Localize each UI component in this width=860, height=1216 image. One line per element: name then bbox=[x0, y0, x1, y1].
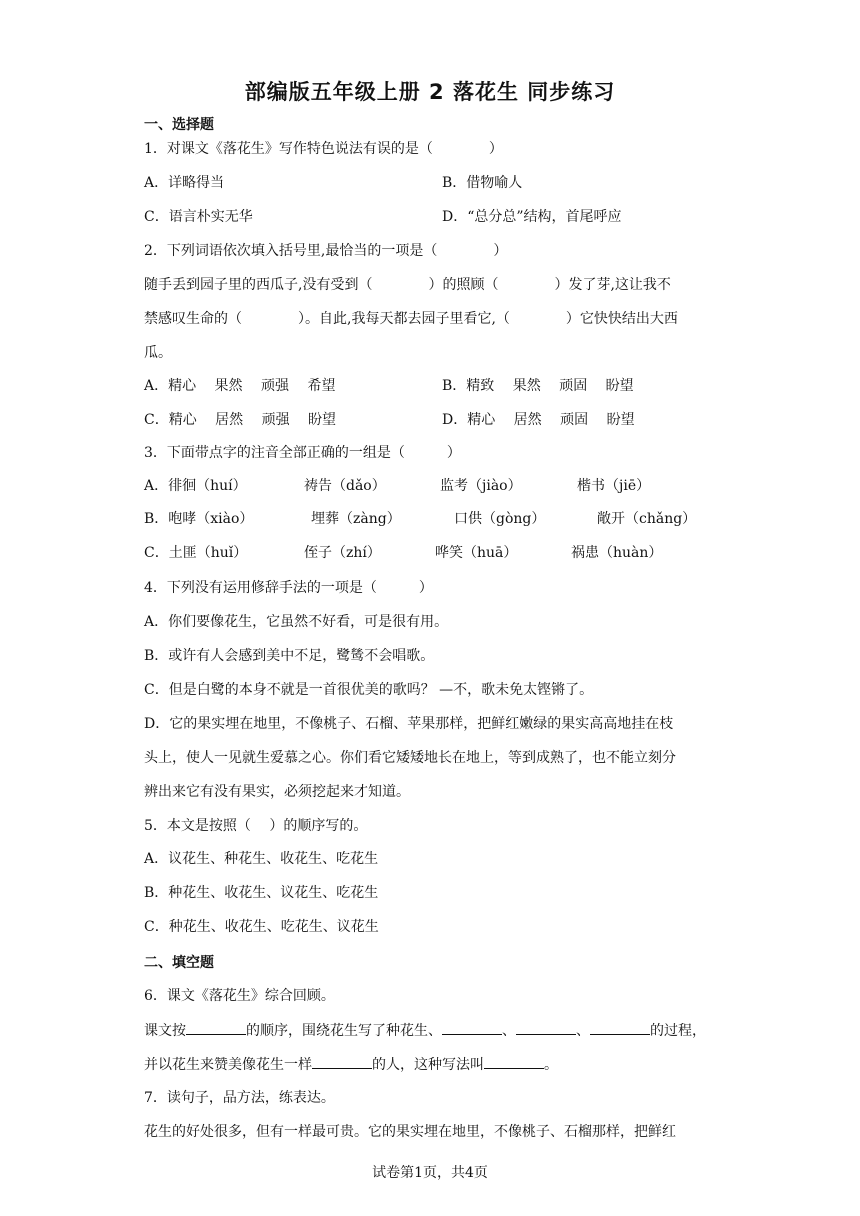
answer-blank[interactable] bbox=[590, 1020, 650, 1035]
q6-text: 、 bbox=[502, 1023, 516, 1039]
q2-passage-line-1: 随手丢到园子里的西瓜子,没有受到（ ）的照顾（ ）发了芽,这让我不 bbox=[144, 277, 671, 293]
q3-row-a-item-3: 监考（jiào） bbox=[440, 478, 522, 494]
q4-option-b: B．或许有人会感到美中不足，鹭鸶不会唱歌。 bbox=[144, 648, 435, 664]
q4-option-d-line-1: D．它的果实埋在地里，不像桃子、石榴、苹果那样，把鲜红嫩绿的果实高高地挂在枝 bbox=[144, 716, 674, 732]
question-2-stem: 2．下列词语依次填入括号里,最恰当的一项是（ ） bbox=[144, 243, 508, 259]
q6-text: 的顺序，围绕花生写了种花生、 bbox=[246, 1023, 442, 1039]
q3-row-b-item-3: 口供（gòng） bbox=[454, 511, 546, 527]
question-6-stem: 6．课文《落花生》综合回顾。 bbox=[144, 988, 335, 1004]
q3-row-c-item-2: 侄子（zhí） bbox=[304, 545, 381, 561]
answer-blank[interactable] bbox=[442, 1020, 502, 1035]
question-3-stem: 3．下面带点字的注音全部正确的一组是（ ） bbox=[144, 445, 461, 461]
answer-blank[interactable] bbox=[312, 1054, 372, 1069]
q6-text: 的人，这种写法叫 bbox=[372, 1057, 484, 1073]
answer-blank[interactable] bbox=[516, 1020, 576, 1035]
q5-option-c: C．种花生、收花生、吃花生、议花生 bbox=[144, 919, 379, 935]
q4-option-a: A．你们要像花生，它虽然不好看，可是很有用。 bbox=[144, 614, 449, 630]
q1-option-d: D．“总分总”结构，首尾呼应 bbox=[442, 209, 622, 225]
q4-option-c: C．但是白鹭的本身不就是一首很优美的歌吗？ —不，歌未免太铿锵了。 bbox=[144, 682, 594, 698]
answer-blank[interactable] bbox=[484, 1054, 544, 1069]
q3-row-c-item-3: 哗笑（huā） bbox=[435, 545, 518, 561]
page-footer: 试卷第1页，共4页 bbox=[372, 1165, 488, 1181]
q3-row-b-item-1: B．咆哮（xiào） bbox=[144, 511, 254, 527]
q2-option-a: A．精心 果然 顽强 希望 bbox=[144, 378, 336, 394]
q3-row-b-item-4: 敞开（chǎng） bbox=[597, 511, 697, 527]
q4-option-d-line-2: 头上，使人一见就生爱慕之心。你们看它矮矮地长在地上，等到成熟了，也不能立刻分 bbox=[144, 750, 676, 766]
q2-passage-line-3: 瓜。 bbox=[144, 345, 172, 361]
section-heading-fill-blank: 二、填空题 bbox=[144, 955, 214, 971]
q3-row-a-item-4: 楷书（jiē） bbox=[577, 478, 651, 494]
q2-option-c: C．精心 居然 顽强 盼望 bbox=[144, 412, 337, 428]
q6-text: 课文按 bbox=[144, 1023, 186, 1039]
q2-passage-line-2: 禁感叹生命的（ ）。自此,我每天都去园子里看它,（ ）它快快结出大西 bbox=[144, 311, 678, 327]
question-4-stem: 4．下列没有运用修辞手法的一项是（ ） bbox=[144, 580, 433, 596]
answer-blank[interactable] bbox=[186, 1020, 246, 1035]
q3-row-c-item-4: 祸患（huàn） bbox=[571, 545, 663, 561]
q2-option-b: B．精致 果然 顽固 盼望 bbox=[442, 378, 634, 394]
q6-line-1 bbox=[144, 1020, 724, 1041]
q7-passage-line-1: 花生的好处很多，但有一样最可贵。它的果实埋在地里，不像桃子、石榴那样，把鲜红 bbox=[144, 1124, 676, 1140]
question-1-stem: 1．对课文《落花生》写作特色说法有误的是（ ） bbox=[144, 141, 503, 157]
q3-row-c-item-1: C．土匪（huǐ） bbox=[144, 545, 248, 561]
q3-row-a-item-1: A．徘徊（huí） bbox=[144, 478, 247, 494]
q6-text: 并以花生来赞美像花生一样 bbox=[144, 1057, 312, 1073]
q1-option-a: A．详略得当 bbox=[144, 175, 225, 191]
q6-text: 、 bbox=[576, 1023, 590, 1039]
q1-option-c: C．语言朴实无华 bbox=[144, 209, 253, 225]
question-5-stem: 5．本文是按照（ ）的顺序写的。 bbox=[144, 818, 368, 834]
q3-row-b-item-2: 埋葬（zàng） bbox=[311, 511, 401, 527]
page-title: 部编版五年级上册 2 落花生 同步练习 bbox=[244, 80, 616, 104]
q5-option-b: B．种花生、收花生、议花生、吃花生 bbox=[144, 885, 379, 901]
q1-option-b: B．借物喻人 bbox=[442, 175, 523, 191]
q2-option-d: D．精心 居然 顽固 盼望 bbox=[442, 412, 635, 428]
q5-option-a: A．议花生、种花生、收花生、吃花生 bbox=[144, 851, 379, 867]
q6-text: 。 bbox=[544, 1057, 558, 1073]
question-7-stem: 7．读句子，品方法，练表达。 bbox=[144, 1090, 335, 1106]
section-heading-choice: 一、选择题 bbox=[144, 117, 214, 133]
q6-line-2 bbox=[144, 1054, 724, 1075]
q3-row-a-item-2: 祷告（dǎo） bbox=[304, 478, 386, 494]
q4-option-d-line-3: 辨出来它有没有果实，必须挖起来才知道。 bbox=[144, 784, 410, 800]
q6-text: 的过程， bbox=[650, 1023, 706, 1039]
